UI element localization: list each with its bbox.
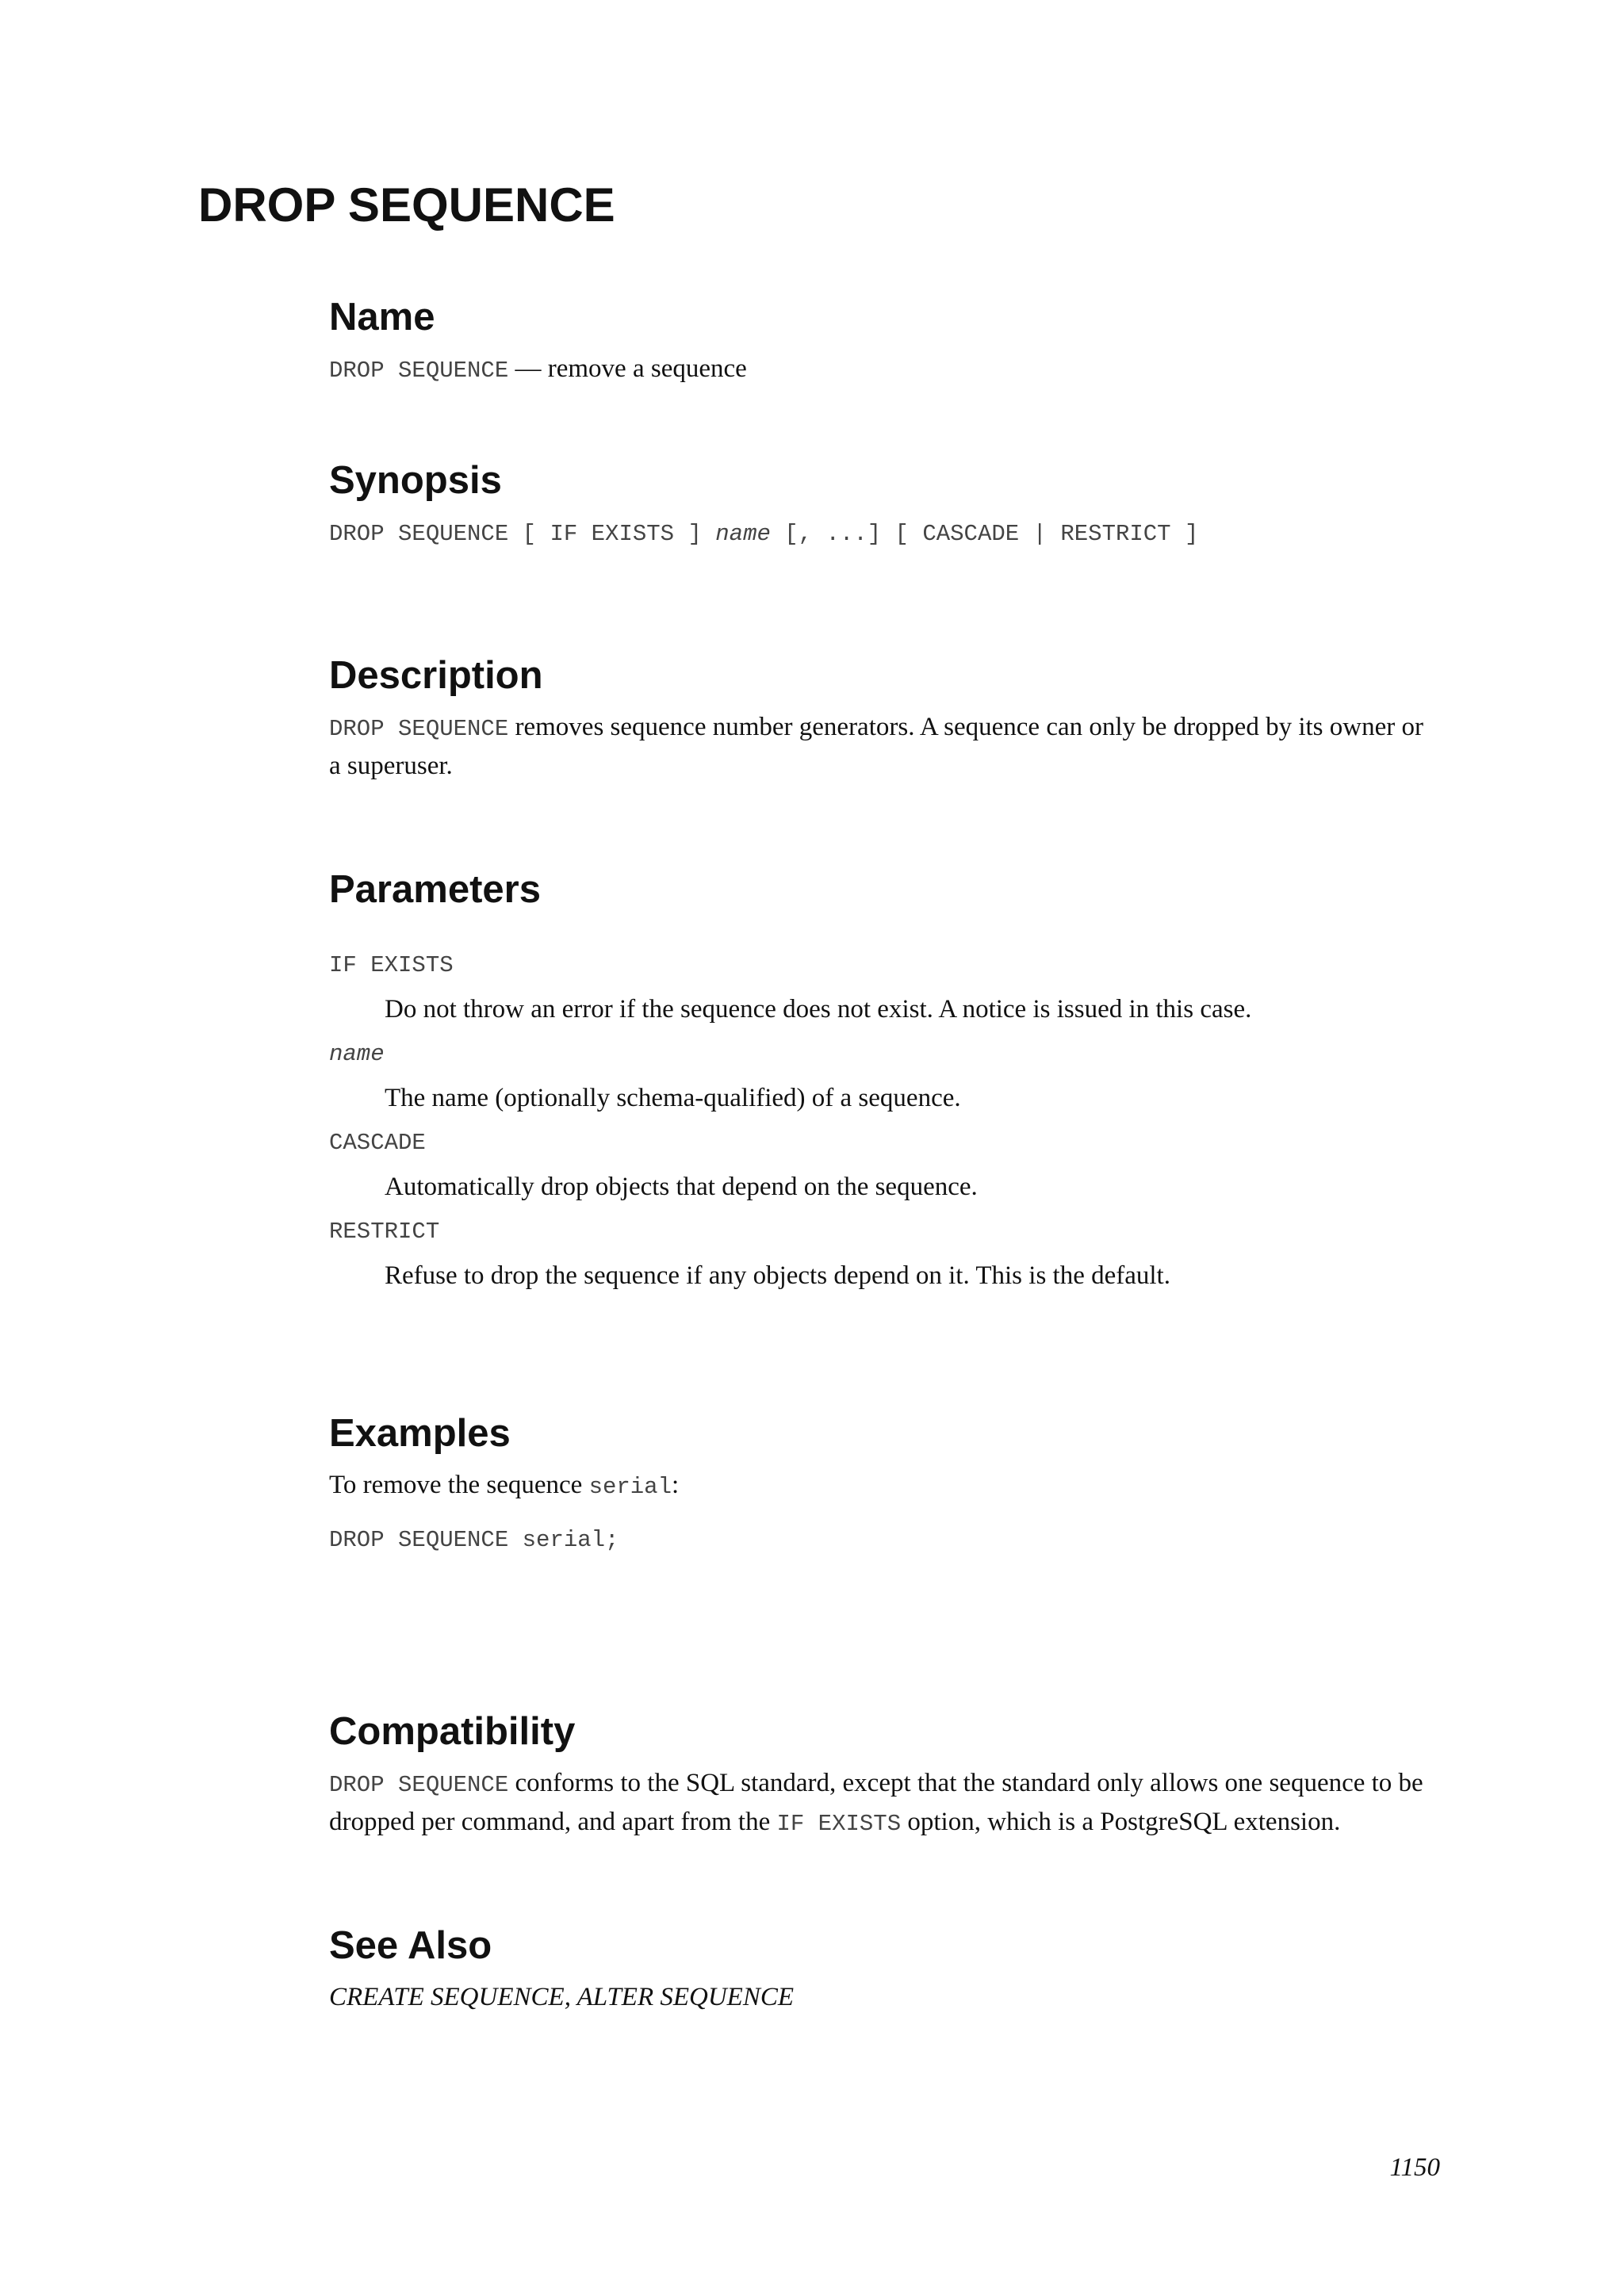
- examples-heading: Examples: [329, 1412, 511, 1455]
- compatibility-body-2: option, which is a PostgreSQL extension.: [901, 1807, 1341, 1836]
- description-section: [329, 655, 1439, 784]
- examples-section: [329, 1413, 1439, 1556]
- name-line: [329, 350, 1439, 389]
- see-also-section: [329, 1925, 1439, 2015]
- parameters-section: [329, 869, 1439, 1294]
- compatibility-heading: Compatibility: [329, 1710, 576, 1753]
- examples-intro-text: To remove the sequence: [329, 1470, 589, 1499]
- examples-intro-end: :: [671, 1470, 680, 1499]
- compatibility-section: [329, 1711, 1439, 1843]
- see-also-link-alter-sequence[interactable]: ALTER SEQUENCE: [576, 1982, 795, 2011]
- examples-code: DROP SEQUENCE serial;: [329, 1526, 619, 1553]
- parameter-definition-restrict: Refuse to drop the sequence if any objects depend on it. This is the default.: [385, 1261, 1170, 1290]
- compatibility-command: DROP SEQUENCE: [329, 1771, 509, 1798]
- name-summary: — remove a sequence: [508, 354, 747, 383]
- parameter-definition-name: The name (optionally schema-qualified) of a sequence.: [385, 1083, 961, 1112]
- page-number: 1150: [1389, 2153, 1440, 2182]
- compatibility-body-1: conforms to the SQL standard, except that the standard only allows one sequence to be dropped per command, and apart from the: [329, 1768, 1423, 1836]
- synopsis-param: name: [715, 520, 771, 547]
- description-text: [329, 709, 1439, 784]
- parameter-term-if-exists: IF EXISTS: [329, 951, 454, 978]
- page-title: DROP SEQUENCE: [198, 178, 615, 232]
- synopsis-part2: [, ...] [ CASCADE | RESTRICT ]: [770, 520, 1199, 547]
- parameter-definition-cascade: Automatically drop objects that depend on the sequence.: [385, 1172, 978, 1201]
- name-command: DROP SEQUENCE: [329, 357, 509, 384]
- synopsis-section: [329, 460, 1439, 550]
- compatibility-text: [329, 1765, 1439, 1843]
- description-body: removes sequence number generators. A sequence can only be dropped by its owner or a superuser.: [329, 712, 1423, 780]
- synopsis-part1: DROP SEQUENCE [ IF EXISTS ]: [329, 520, 716, 547]
- parameter-list: [329, 950, 1439, 1294]
- description-command: DROP SEQUENCE: [329, 715, 509, 742]
- parameters-heading: Parameters: [329, 868, 541, 911]
- name-heading: Name: [329, 296, 435, 339]
- see-also-heading: See Also: [329, 1924, 492, 1967]
- name-section: [329, 297, 1439, 389]
- see-also-link-create-sequence[interactable]: CREATE SEQUENCE: [329, 1982, 565, 2011]
- examples-intro: [329, 1467, 1439, 1506]
- compatibility-option: IF EXISTS: [776, 1810, 902, 1837]
- see-also-separator: ,: [564, 1982, 577, 2011]
- parameter-definition-if-exists: Do not throw an error if the sequence does not exist. A notice is issued in this case.: [385, 994, 1252, 1024]
- synopsis-code: [329, 519, 1439, 550]
- see-also-links: [329, 1979, 1439, 2015]
- examples-intro-code: serial: [588, 1473, 672, 1500]
- parameter-term-name: name: [329, 1040, 385, 1067]
- description-heading: Description: [329, 654, 543, 697]
- parameter-term-restrict: RESTRICT: [329, 1218, 440, 1245]
- parameter-term-cascade: CASCADE: [329, 1129, 426, 1156]
- synopsis-heading: Synopsis: [329, 459, 502, 502]
